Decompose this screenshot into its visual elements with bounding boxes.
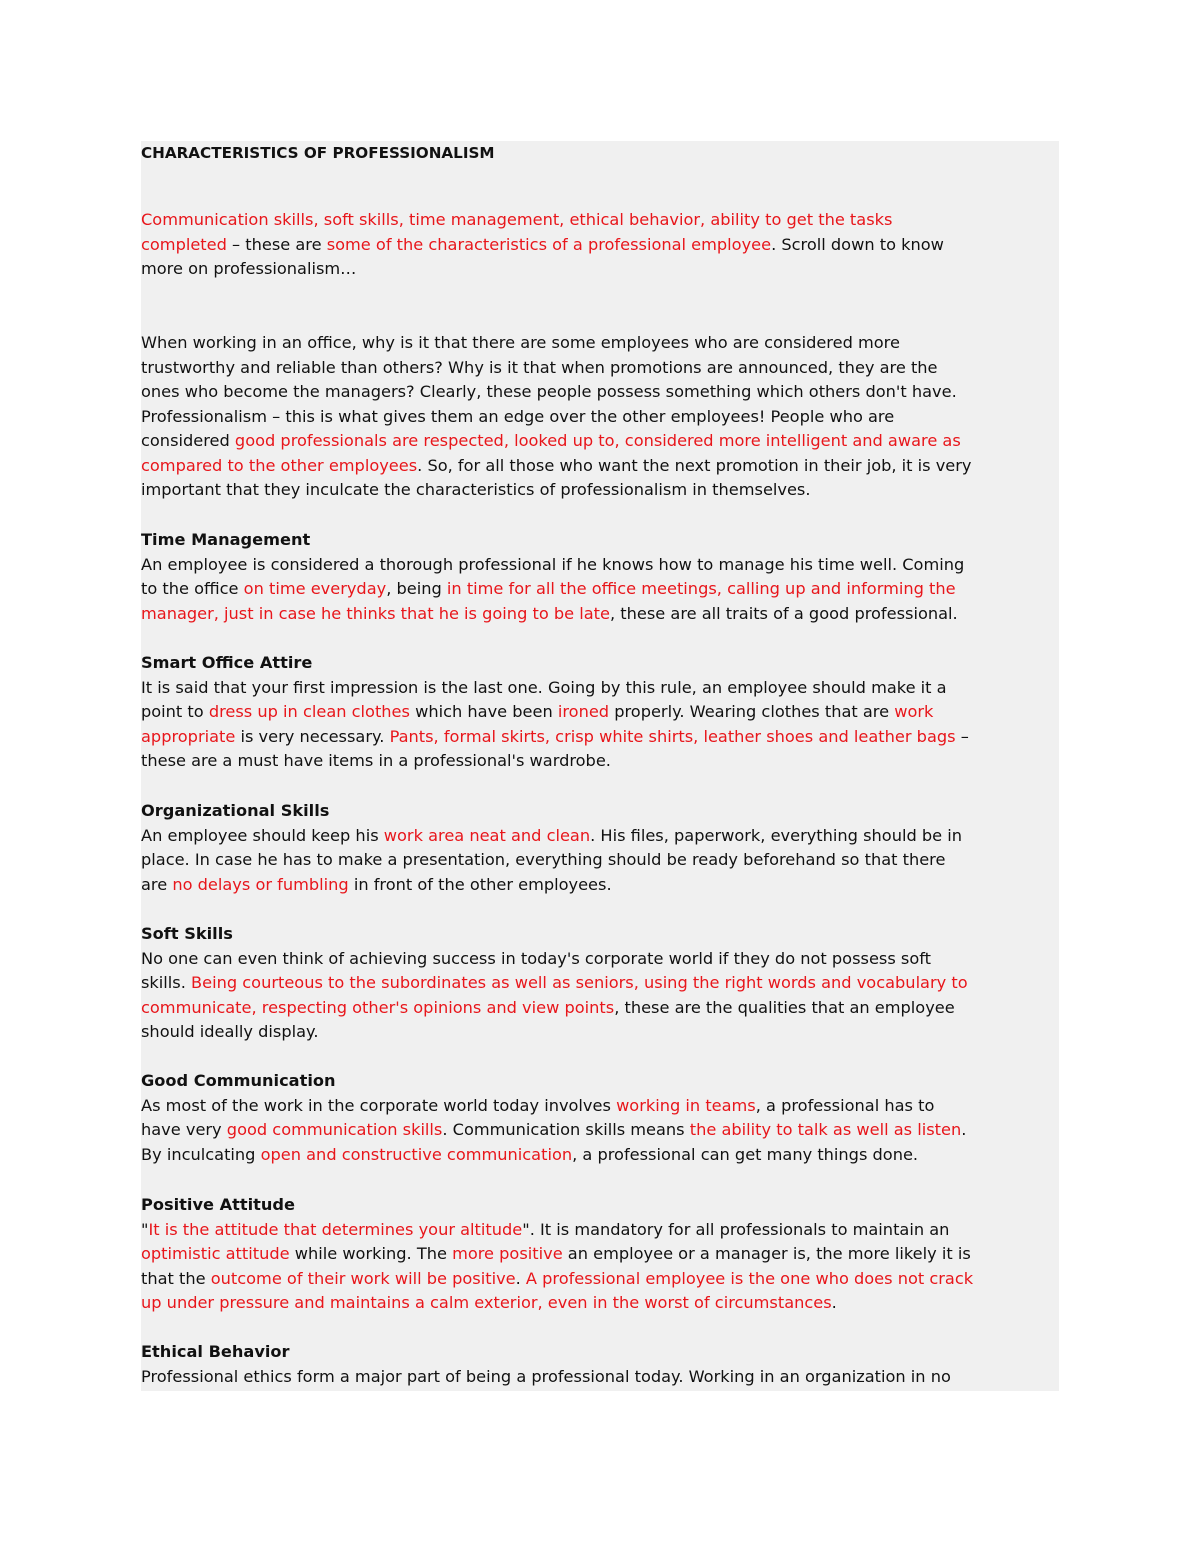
highlighted-text: Communication skills, soft skills, time management, ethical behavior, ability to get the tasks — [141, 210, 893, 229]
section-line-1 — [141, 553, 1059, 578]
section-line-1 — [141, 1094, 1059, 1119]
body-text: point to — [141, 702, 209, 721]
highlighted-text: open and constructive communication — [260, 1144, 573, 1164]
body-text: – these are — [226, 234, 327, 254]
section-organizational-skills — [141, 799, 1059, 897]
body-text: more on professionalism… — [141, 259, 357, 278]
body-text: considered — [141, 431, 235, 450]
highlighted-text: more positive — [452, 1244, 563, 1263]
highlighted-text: optimistic attitude — [141, 1244, 290, 1263]
body-text: By inculcating — [141, 1144, 261, 1164]
highlighted-text: some of the characteristics of a professional employee — [326, 234, 772, 254]
section-ethical-behavior — [141, 1340, 1059, 1389]
body-text: should ideally display. — [141, 1022, 319, 1041]
section-soft-skills — [141, 922, 1059, 1045]
section-line-4 — [141, 1020, 1059, 1045]
highlighted-text: on time everyday — [243, 579, 387, 598]
section-heading: Soft Skills — [141, 924, 233, 943]
body-text: trustworthy and reliable than others? Why is it that when promotions are announced, they are the — [141, 357, 938, 377]
body-text: an employee or a manager is, the more likely it is — [562, 1244, 971, 1263]
opening-line-2 — [141, 356, 1059, 381]
section-heading: Good Communication — [141, 1071, 336, 1090]
body-text: , a professional can get many things done. — [572, 1144, 919, 1164]
highlighted-text: work area neat and clean — [383, 825, 591, 845]
section-heading: Smart Office Attire — [141, 653, 313, 672]
intro-paragraph — [141, 208, 1059, 282]
section-line-2 — [141, 1118, 1059, 1143]
body-text: When working in an office, why is it that there are some employees who are considered more — [141, 333, 900, 352]
title-block — [141, 141, 1059, 166]
body-text: . Scroll down to know — [771, 234, 944, 254]
body-text: . So, for all those who want the next promotion in their job, it is very — [417, 455, 972, 475]
body-text: to the office — [141, 579, 244, 598]
opening-line-5 — [141, 429, 1059, 454]
body-text: , being — [386, 579, 447, 598]
body-text: It is said that your first impression is the last one. Going by this rule, an employee should make it a — [141, 677, 947, 697]
section-heading: Organizational Skills — [141, 801, 330, 820]
document-body — [141, 141, 1059, 1391]
highlighted-text: Pants, formal skirts, crisp white shirts, leather shoes and leather bags — [389, 726, 956, 746]
highlighted-text: in time for all the office meetings, calling up and informing the — [446, 579, 956, 598]
body-text: . His files, paperwork, everything should be in — [590, 825, 963, 845]
opening-line-4 — [141, 405, 1059, 430]
section-line-2 — [141, 848, 1059, 873]
highlighted-text: up under pressure and maintains a calm exterior, even in the worst of circumstances — [141, 1293, 832, 1312]
page-title: CHARACTERISTICS OF PROFESSIONALISM — [141, 144, 495, 162]
body-text: are — [141, 874, 173, 894]
section-line-3 — [141, 725, 1059, 750]
opening-line-1 — [141, 331, 1059, 356]
body-text: ". It is mandatory for all professionals to maintain an — [522, 1219, 950, 1239]
body-text: properly. Wearing clothes that are — [609, 702, 895, 721]
body-text: skills. — [141, 973, 192, 992]
highlighted-text: communicate, respecting other's opinions and view points — [141, 997, 615, 1017]
section-heading: Ethical Behavior — [141, 1342, 290, 1361]
section-line-2 — [141, 577, 1059, 602]
body-text: Professional ethics form a major part of being a professional today. Working in an organization in no — [141, 1366, 951, 1386]
body-text: ones who become the managers? Clearly, these people possess something which others don't have. — [141, 382, 957, 401]
opening-line-3 — [141, 380, 1059, 405]
section-office-attire — [141, 651, 1059, 774]
body-text: which have been — [409, 702, 558, 721]
body-text: – — [955, 726, 969, 746]
section-heading: Time Management — [141, 530, 311, 549]
body-text: these are a must have items in a professional's wardrobe. — [141, 751, 611, 770]
section-line-2 — [141, 971, 1059, 996]
section-line-3 — [141, 996, 1059, 1021]
body-text: have very — [141, 1120, 227, 1139]
body-text: place. In case he has to make a presentation, everything should be ready beforehand so that there — [141, 850, 946, 869]
body-text: Professionalism – this is what gives them an edge over the other employees! People who are — [141, 406, 895, 426]
intro-line-2 — [141, 233, 1059, 258]
highlighted-text: manager, just in case he thinks that he is going to be late — [141, 603, 610, 623]
highlighted-text: Being courteous to the subordinates as well as seniors, using the right words and vocabulary to — [191, 973, 968, 992]
highlighted-text: the ability to talk as well as listen — [689, 1120, 962, 1139]
highlighted-text: completed — [141, 234, 227, 254]
highlighted-text: compared to the other employees — [141, 455, 418, 475]
highlighted-text: outcome of their work will be positive — [210, 1268, 516, 1288]
body-text: . — [515, 1268, 526, 1288]
section-line-1 — [141, 1365, 1059, 1390]
section-line-2 — [141, 700, 1059, 725]
highlighted-text: work — [894, 702, 934, 721]
body-text: while working. The — [289, 1244, 453, 1263]
intro-line-1 — [141, 208, 1059, 233]
body-text: in front of the other employees. — [348, 874, 612, 894]
section-positive-attitude — [141, 1193, 1059, 1316]
body-text: , these are all traits of a good professional. — [610, 603, 958, 623]
section-line-3 — [141, 602, 1059, 627]
highlighted-text: It is the attitude that determines your altitude — [148, 1219, 523, 1239]
section-line-4 — [141, 1291, 1059, 1316]
section-line-1 — [141, 947, 1059, 972]
body-text: No one can even think of achieving success in today's corporate world if they do not possess soft — [141, 948, 932, 968]
section-line-1 — [141, 824, 1059, 849]
section-line-2 — [141, 1242, 1059, 1267]
highlighted-text: dress up in clean clothes — [208, 702, 410, 721]
body-text: An employee should keep his — [141, 825, 384, 845]
highlighted-text: ironed — [557, 702, 610, 721]
opening-line-6 — [141, 454, 1059, 479]
highlighted-text: no delays or fumbling — [172, 874, 349, 894]
section-good-communication — [141, 1069, 1059, 1167]
body-text: , these are the qualities that an employee — [614, 997, 955, 1017]
section-line-1 — [141, 1218, 1059, 1243]
section-heading: Positive Attitude — [141, 1195, 296, 1214]
body-text: As most of the work in the corporate world today involves — [141, 1095, 617, 1115]
section-line-3 — [141, 873, 1059, 898]
body-text: . — [831, 1293, 837, 1312]
section-line-4 — [141, 749, 1059, 774]
section-line-3 — [141, 1143, 1059, 1168]
opening-line-7 — [141, 478, 1059, 503]
intro-line-3 — [141, 257, 1059, 282]
highlighted-text: good communication skills — [226, 1120, 443, 1139]
body-text: is very necessary. — [235, 726, 390, 746]
highlighted-text: working in teams — [616, 1095, 756, 1115]
body-text: An employee is considered a thorough professional if he knows how to manage his time well. Coming — [141, 554, 965, 574]
body-text: that the — [141, 1268, 211, 1288]
body-text: , a professional has to — [755, 1095, 935, 1115]
body-text: . — [961, 1120, 967, 1139]
body-text: " — [141, 1219, 149, 1239]
highlighted-text: appropriate — [141, 726, 236, 746]
section-line-1 — [141, 676, 1059, 701]
opening-paragraph — [141, 331, 1059, 503]
highlighted-text: good professionals are respected, looked up to, considered more intelligent and aware as — [234, 431, 961, 450]
highlighted-text: A professional employee is the one who does not crack — [525, 1268, 974, 1288]
body-text: . Communication skills means — [442, 1120, 690, 1139]
section-line-3 — [141, 1267, 1059, 1292]
section-time-management — [141, 528, 1059, 626]
body-text: important that they inculcate the characteristics of professionalism in themselves. — [141, 480, 811, 499]
